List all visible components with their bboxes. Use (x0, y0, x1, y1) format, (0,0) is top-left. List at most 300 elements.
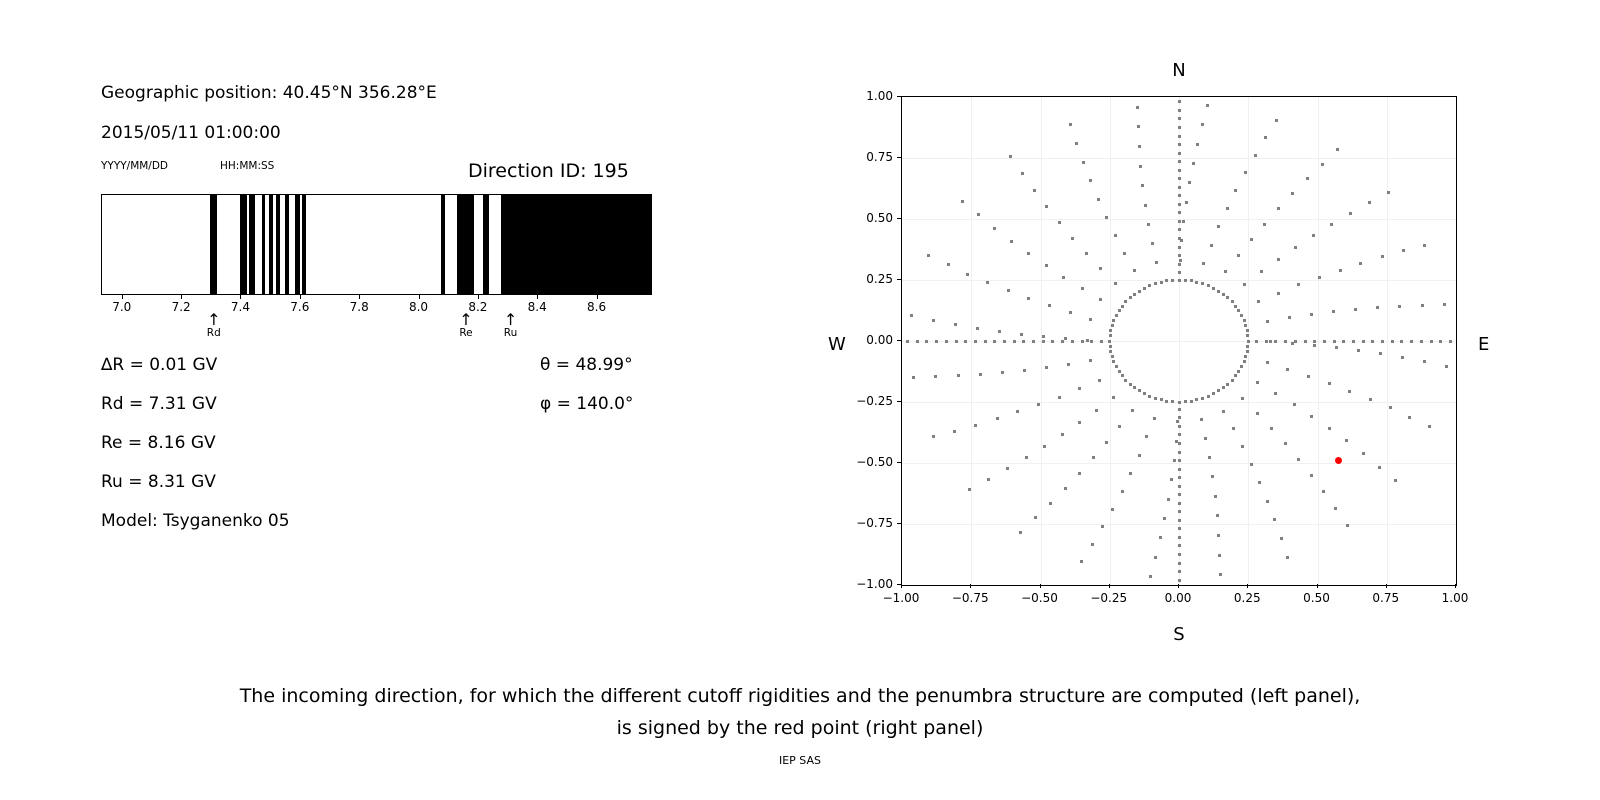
direction-point (1244, 324, 1247, 327)
direction-point (1354, 308, 1357, 311)
delta-r-value: ∆R = 0.01 GV (101, 355, 218, 375)
direction-point (934, 375, 937, 378)
axis-tick (1178, 584, 1179, 588)
direction-point (1178, 416, 1181, 419)
axis-tick (240, 295, 241, 299)
axis-tick (897, 218, 901, 219)
direction-point (1178, 271, 1181, 274)
direction-point (1153, 417, 1156, 420)
direction-point (1143, 287, 1146, 290)
direction-point (1114, 282, 1117, 285)
time-format-hint: HH:MM:SS (220, 160, 275, 172)
penumbra-band (501, 195, 651, 294)
axis-tick-label: 0.25 (1233, 591, 1261, 605)
direction-point (1101, 525, 1104, 528)
axis-tick (897, 157, 901, 158)
direction-point (1226, 296, 1229, 299)
phi-value: φ = 140.0° (540, 394, 634, 414)
axis-tick-label: −0.25 (856, 394, 893, 408)
direction-point (1178, 246, 1181, 249)
direction-point (1176, 420, 1179, 423)
direction-point (1178, 126, 1181, 129)
direction-point (1067, 363, 1070, 366)
direction-point (1362, 340, 1365, 343)
direction-point (1178, 152, 1181, 155)
direction-point (1439, 340, 1442, 343)
direction-point (1277, 207, 1280, 210)
direction-point (1154, 282, 1157, 285)
direction-point (1064, 487, 1067, 490)
direction-point (910, 314, 913, 317)
axis-tick-label: −1.00 (882, 591, 920, 605)
direction-point (1449, 340, 1452, 343)
direction-point (1387, 191, 1390, 194)
direction-point (1266, 500, 1269, 503)
direction-point (1178, 263, 1181, 266)
axis-tick (1109, 584, 1110, 588)
direction-point (1178, 220, 1181, 223)
direction-point (1078, 421, 1081, 424)
direction-point (1288, 316, 1291, 319)
axis-tick-label: −1.00 (856, 577, 893, 591)
direction-point (1371, 340, 1374, 343)
direction-point (1297, 283, 1300, 286)
direction-point (1274, 340, 1277, 343)
direction-point (1121, 490, 1124, 493)
direction-point (1443, 303, 1446, 306)
direction-point (1090, 340, 1093, 343)
direction-point (925, 340, 928, 343)
direction-point (1009, 155, 1012, 158)
direction-point (1241, 445, 1244, 448)
direction-point (1381, 340, 1384, 343)
direction-point (1151, 242, 1154, 245)
axis-tick (897, 96, 901, 97)
direction-point (1182, 220, 1185, 223)
direction-point (1201, 397, 1204, 400)
caption-line-1: The incoming direction, for which the different cutoff rigidities and the penumbra structure are computed (left panel), (239, 685, 1361, 707)
direction-point (998, 330, 1001, 333)
direction-point (1121, 374, 1124, 377)
direction-point (1391, 340, 1394, 343)
direction-point (1131, 409, 1134, 412)
direction-point (1078, 387, 1081, 390)
direction-point (1421, 304, 1424, 307)
direction-point (1207, 395, 1210, 398)
direction-point (1034, 516, 1037, 519)
direction-point (1217, 290, 1220, 293)
direction-point (1058, 221, 1061, 224)
direction-point (1178, 570, 1181, 573)
figure-caption (0, 680, 1600, 744)
direction-point (1178, 194, 1181, 197)
direction-point (1111, 355, 1114, 358)
direction-point (1277, 258, 1280, 261)
left-panel (0, 0, 800, 660)
direction-point (1294, 340, 1297, 343)
direction-point (1270, 427, 1273, 430)
direction-point (1178, 100, 1181, 103)
direction-point (1178, 536, 1181, 539)
direction-point (1243, 360, 1246, 363)
direction-point (1178, 451, 1181, 454)
axis-tick-label: 8.6 (587, 300, 607, 314)
direction-point (1145, 435, 1148, 438)
theta-value: θ = 48.99° (540, 355, 633, 375)
direction-point (979, 373, 982, 376)
direction-point (1294, 246, 1297, 249)
direction-point (1208, 456, 1211, 459)
direction-point (1224, 270, 1227, 273)
model-value: Model: Tsyganenko 05 (101, 511, 290, 531)
direction-point (1129, 383, 1132, 386)
direction-point (1180, 239, 1183, 242)
direction-point (1143, 392, 1146, 395)
direction-point (1247, 340, 1250, 343)
direction-point (987, 478, 990, 481)
direction-point (1342, 340, 1345, 343)
direction-point (1232, 427, 1235, 430)
direction-point (1357, 349, 1360, 352)
direction-point (957, 374, 960, 377)
penumbra-structure-chart (101, 194, 652, 295)
direction-point (1178, 254, 1181, 257)
direction-point (1219, 573, 1222, 576)
direction-point (1234, 189, 1237, 192)
direction-point (1099, 267, 1102, 270)
direction-point (1263, 223, 1266, 226)
direction-point (1250, 238, 1253, 241)
penumbra-band (249, 195, 255, 294)
direction-point (1144, 204, 1147, 207)
direction-point (1243, 319, 1246, 322)
direction-point (1178, 237, 1181, 240)
direction-point (1394, 479, 1397, 482)
axis-tick-label: 0.75 (1372, 591, 1400, 605)
direction-point (1129, 472, 1132, 475)
direction-point (1190, 279, 1193, 282)
direction-point (1226, 383, 1229, 386)
axis-tick (1040, 584, 1041, 588)
direction-point (1244, 355, 1247, 358)
direction-point (1178, 433, 1181, 436)
direction-point (1310, 415, 1313, 418)
direction-point (1032, 340, 1035, 343)
direction-point (1109, 350, 1112, 353)
direction-point (1244, 171, 1247, 174)
gridline-horizontal (902, 463, 1456, 464)
direction-point (1222, 410, 1225, 413)
axis-tick (597, 295, 598, 299)
direction-point (1401, 356, 1404, 359)
direction-point (1217, 225, 1220, 228)
direction-point (1178, 401, 1181, 404)
axis-tick-label: 1.00 (866, 89, 893, 103)
direction-point (1033, 189, 1036, 192)
direction-point (1081, 287, 1084, 290)
right-panel (800, 0, 1600, 660)
penumbra-band (210, 195, 217, 294)
direction-point (1234, 305, 1237, 308)
penumbra-marker-rd (194, 310, 234, 339)
direction-point (1121, 305, 1124, 308)
axis-tick-label: 8.2 (468, 300, 488, 314)
direction-point (927, 254, 930, 257)
direction-point (1408, 416, 1411, 419)
direction-point (1178, 279, 1181, 282)
direction-point (1423, 360, 1426, 363)
direction-point (1115, 314, 1118, 317)
direction-point (916, 340, 919, 343)
direction-point (1108, 340, 1111, 343)
direction-point (1306, 177, 1309, 180)
axis-tick-label: 0.75 (866, 150, 893, 164)
direction-point (1266, 320, 1269, 323)
direction-point (1160, 398, 1163, 401)
direction-point (1081, 340, 1084, 343)
direction-point (1274, 392, 1277, 395)
direction-point (1045, 205, 1048, 208)
direction-point (1241, 397, 1244, 400)
direction-point (1214, 495, 1217, 498)
direction-point (1109, 345, 1112, 348)
direction-point (1428, 425, 1431, 428)
penumbra-band (457, 195, 475, 294)
direction-point (1114, 234, 1117, 237)
axis-tick-label: −0.25 (1090, 591, 1128, 605)
direction-point (1212, 287, 1215, 290)
direction-point (1112, 396, 1115, 399)
direction-point (1178, 442, 1181, 445)
direction-point (1284, 442, 1287, 445)
axis-tick (1247, 584, 1248, 588)
direction-point (1284, 340, 1287, 343)
arrow-up-icon: ↑ (459, 310, 473, 329)
direction-point (1359, 262, 1362, 265)
direction-point (966, 273, 969, 276)
direction-point (1155, 261, 1158, 264)
axis-tick-label: 1.00 (1441, 591, 1469, 605)
direction-point (1163, 517, 1166, 520)
direction-point (1423, 244, 1426, 247)
direction-point (1312, 234, 1315, 237)
direction-point (1013, 340, 1016, 343)
direction-point (1196, 143, 1199, 146)
direction-point (1098, 379, 1101, 382)
direction-point (1313, 344, 1316, 347)
direction-point (1178, 228, 1181, 231)
penumbra-band (302, 195, 306, 294)
direction-point (1086, 339, 1089, 342)
compass-east-label: E (1478, 334, 1490, 355)
direction-point (1160, 281, 1163, 284)
direction-point (1184, 400, 1187, 403)
axis-tick (1317, 584, 1318, 588)
direction-point (1178, 527, 1181, 530)
direction-point (1178, 408, 1181, 411)
direction-point (906, 340, 909, 343)
direction-point (1204, 437, 1207, 440)
direction-point (1178, 135, 1181, 138)
direction-point (1115, 365, 1118, 368)
penumbra-band (483, 195, 490, 294)
axis-tick (970, 584, 971, 588)
direction-point (1148, 284, 1151, 287)
direction-point (1218, 554, 1221, 557)
direction-point (1138, 145, 1141, 148)
direction-point (1336, 148, 1339, 151)
direction-point (1328, 427, 1331, 430)
axis-tick (901, 584, 902, 588)
direction-point (1178, 476, 1181, 479)
direction-point (1071, 237, 1074, 240)
direction-point (1178, 485, 1181, 488)
direction-point (1129, 296, 1132, 299)
direction-point (1246, 350, 1249, 353)
direction-point (1089, 179, 1092, 182)
direction-point (1243, 283, 1246, 286)
direction-point (932, 435, 935, 438)
direction-point (1216, 514, 1219, 517)
axis-tick-label: −0.75 (951, 591, 989, 605)
direction-point (1255, 340, 1258, 343)
direction-point (1016, 410, 1019, 413)
direction-point (1178, 117, 1181, 120)
axis-tick-label: −0.75 (856, 516, 893, 530)
direction-point (1277, 292, 1280, 295)
direction-point (1154, 397, 1157, 400)
direction-point (1111, 508, 1114, 511)
axis-tick (897, 340, 901, 341)
direction-point (1080, 560, 1083, 563)
geographic-position-text: Geographic position: 40.45°N 356.28°E (101, 83, 437, 103)
direction-point (1231, 379, 1234, 382)
marker-label: Rd (206, 327, 221, 339)
direction-point (1246, 329, 1249, 332)
direction-id-label: Direction ID: 195 (468, 160, 629, 182)
direction-point (1069, 123, 1072, 126)
direction-point (1123, 252, 1126, 255)
direction-point (1058, 396, 1061, 399)
direction-point (1264, 136, 1267, 139)
direction-point (1178, 562, 1181, 565)
axis-tick-label: 7.0 (112, 300, 132, 314)
direction-point (1048, 304, 1051, 307)
direction-point (1111, 324, 1114, 327)
penumbra-band (295, 195, 300, 294)
direction-point (1257, 300, 1260, 303)
compass-south-label: S (1173, 624, 1185, 645)
direction-point (1118, 370, 1121, 373)
direction-point (1352, 340, 1355, 343)
axis-tick-label: −0.50 (1021, 591, 1058, 605)
direction-point (1260, 270, 1263, 273)
direction-point (1124, 379, 1127, 382)
direction-point (1178, 186, 1181, 189)
direction-point (1173, 459, 1176, 462)
direction-point (1006, 467, 1009, 470)
direction-point (1091, 543, 1094, 546)
direction-point (1178, 579, 1181, 582)
direction-point (1178, 468, 1181, 471)
direction-point (1256, 381, 1259, 384)
direction-point (1099, 298, 1102, 301)
direction-point (1022, 340, 1025, 343)
direction-point (1246, 334, 1249, 337)
gridline-horizontal (902, 524, 1456, 525)
direction-point (1178, 544, 1181, 547)
direction-point (1148, 395, 1151, 398)
date-format-hint: YYYY/MM/DD (101, 160, 169, 172)
direction-point (1118, 425, 1121, 428)
direction-point (1027, 252, 1030, 255)
direction-point (1020, 333, 1023, 336)
axis-tick (181, 295, 182, 299)
axis-tick (537, 295, 538, 299)
direction-point (1445, 365, 1448, 368)
direction-point (1321, 163, 1324, 166)
direction-point (1092, 456, 1095, 459)
direction-point (1178, 502, 1181, 505)
axis-tick-label: 0.50 (1303, 591, 1330, 605)
arrow-up-icon: ↑ (207, 310, 221, 329)
direction-point (1149, 575, 1152, 578)
direction-point (1333, 340, 1336, 343)
direction-point (1112, 319, 1115, 322)
direction-point (1206, 104, 1209, 107)
direction-point (945, 340, 948, 343)
direction-point (1064, 337, 1067, 340)
direction-point (1240, 314, 1243, 317)
direction-point (1362, 452, 1365, 455)
direction-point (1118, 309, 1121, 312)
direction-point (1237, 254, 1240, 257)
direction-point (912, 376, 915, 379)
direction-point (974, 424, 977, 427)
direction-point (1095, 409, 1098, 412)
direction-point (1062, 276, 1065, 279)
direction-point (947, 263, 950, 266)
axis-tick (1386, 584, 1387, 588)
direction-point (1265, 340, 1268, 343)
direction-point (1147, 223, 1150, 226)
direction-point (1089, 318, 1092, 321)
direction-point (1010, 240, 1013, 243)
direction-point (1133, 386, 1136, 389)
direction-point (1089, 359, 1092, 362)
direction-point (1349, 212, 1352, 215)
direction-point (1304, 340, 1307, 343)
direction-point (1376, 306, 1379, 309)
direction-point (1137, 125, 1140, 128)
direction-point (1097, 198, 1100, 201)
direction-point (1178, 143, 1181, 146)
direction-point (1100, 340, 1103, 343)
direction-point (1178, 109, 1181, 112)
direction-point (1200, 418, 1203, 421)
direction-point (1237, 309, 1240, 312)
direction-point (1178, 169, 1181, 172)
direction-point (1105, 441, 1108, 444)
axis-tick-label: 7.2 (171, 300, 191, 314)
axis-tick (122, 295, 123, 299)
direction-point (1001, 371, 1004, 374)
axis-tick-label: 8.0 (408, 300, 429, 314)
caption-line-2: is signed by the red point (right panel) (616, 717, 984, 739)
direction-point (954, 323, 957, 326)
direction-point (1318, 276, 1321, 279)
axis-tick (897, 401, 901, 402)
